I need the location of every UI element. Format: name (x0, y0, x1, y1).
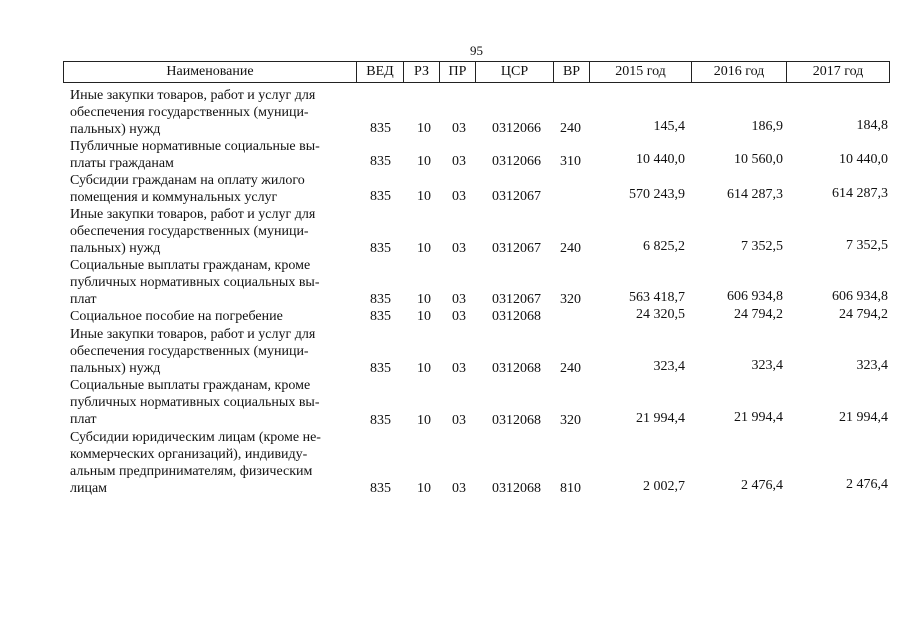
cell-pr: 03 (452, 361, 466, 376)
cell-2015: 563 418,7 (629, 290, 685, 305)
cell-vr: 320 (560, 413, 581, 428)
row-name-line: коммерческих организаций), индивиду- (70, 447, 308, 462)
cell-csr: 0312067 (492, 292, 541, 307)
row-name-line: плат (70, 412, 97, 427)
cell-rz: 10 (417, 189, 431, 204)
cell-rz: 10 (417, 481, 431, 496)
cell-2016: 186,9 (751, 119, 783, 134)
page-number: 95 (470, 43, 483, 58)
row-name (70, 206, 355, 257)
cell-2017: 606 934,8 (832, 289, 888, 304)
cell-ved: 835 (370, 292, 391, 307)
cell-ved: 835 (370, 413, 391, 428)
row-name-line: обеспечения государственных (муници- (70, 224, 309, 239)
cell-csr: 0312068 (492, 413, 541, 428)
row-name-line: Иные закупки товаров, работ и услуг для (70, 207, 316, 222)
header-vr: ВР (553, 62, 589, 82)
row-name-line: альным предпринимателям, физическим (70, 464, 313, 479)
cell-2016: 24 794,2 (734, 307, 783, 322)
cell-2016: 21 994,4 (734, 410, 783, 425)
row-name-line: лицам (70, 481, 108, 496)
cell-2017: 24 794,2 (839, 307, 888, 322)
row-name (70, 257, 355, 308)
cell-2016: 614 287,3 (727, 187, 783, 202)
header-2017: 2017 год (786, 62, 889, 82)
cell-ved: 835 (370, 241, 391, 256)
cell-rz: 10 (417, 413, 431, 428)
header-2016: 2016 год (691, 62, 786, 82)
row-name-line: Иные закупки товаров, работ и услуг для (70, 327, 316, 342)
row-name-line: Публичные нормативные социальные вы- (70, 139, 320, 154)
cell-vr: 810 (560, 481, 581, 496)
row-name-line: пальных) нужд (70, 241, 161, 256)
cell-2017: 10 440,0 (839, 152, 888, 167)
cell-ved: 835 (370, 189, 391, 204)
cell-csr: 0312066 (492, 121, 541, 136)
cell-pr: 03 (452, 121, 466, 136)
header-rz: РЗ (403, 62, 439, 82)
row-name (70, 308, 355, 325)
cell-2015: 570 243,9 (629, 187, 685, 202)
cell-vr: 310 (560, 154, 581, 169)
cell-pr: 03 (452, 241, 466, 256)
row-name-line: помещения и коммунальных услуг (70, 190, 278, 205)
cell-pr: 03 (452, 481, 466, 496)
cell-2016: 2 476,4 (741, 478, 783, 493)
cell-pr: 03 (452, 292, 466, 307)
row-name (70, 138, 355, 172)
row-name-line: Субсидии гражданам на оплату жилого (70, 173, 305, 188)
cell-pr: 03 (452, 189, 466, 204)
row-name-line: публичных нормативных социальных вы- (70, 395, 320, 410)
row-name-line: публичных нормативных социальных вы- (70, 275, 320, 290)
cell-2015: 21 994,4 (636, 411, 685, 426)
cell-ved: 835 (370, 481, 391, 496)
row-name-line: Субсидии юридическим лицам (кроме не- (70, 430, 321, 445)
row-name-line: Социальные выплаты гражданам, кроме (70, 378, 311, 393)
header-name: Наименование (166, 64, 254, 79)
cell-rz: 10 (417, 241, 431, 256)
cell-2017: 323,4 (856, 358, 888, 373)
header-pr: ПР (439, 62, 475, 82)
cell-pr: 03 (452, 154, 466, 169)
cell-rz: 10 (417, 292, 431, 307)
cell-ved: 835 (370, 154, 391, 169)
header-ved: ВЕД (356, 62, 403, 82)
cell-2015: 145,4 (653, 119, 685, 134)
row-name-line: Социальное пособие на погребение (70, 309, 283, 324)
cell-2015: 10 440,0 (636, 152, 685, 167)
row-name-line: Социальные выплаты гражданам, кроме (70, 258, 311, 273)
cell-csr: 0312067 (492, 241, 541, 256)
cell-2015: 323,4 (653, 359, 685, 374)
header-2015: 2015 год (589, 62, 691, 82)
cell-vr: 240 (560, 121, 581, 136)
cell-ved: 835 (370, 121, 391, 136)
row-name-line: обеспечения государственных (муници- (70, 344, 309, 359)
cell-csr: 0312067 (492, 189, 541, 204)
row-name (70, 172, 355, 206)
row-name (70, 326, 355, 377)
cell-2016: 7 352,5 (741, 239, 783, 254)
row-name-line: пальных) нужд (70, 361, 161, 376)
cell-2017: 184,8 (856, 118, 888, 133)
cell-2017: 21 994,4 (839, 410, 888, 425)
cell-2016: 10 560,0 (734, 152, 783, 167)
cell-2017: 2 476,4 (846, 477, 888, 492)
header-csr: ЦСР (475, 62, 553, 82)
cell-csr: 0312068 (492, 481, 541, 496)
row-name (70, 377, 355, 428)
row-name-line: платы гражданам (70, 156, 174, 171)
row-name-line: Иные закупки товаров, работ и услуг для (70, 88, 316, 103)
cell-2017: 7 352,5 (846, 238, 888, 253)
row-name-line: обеспечения государственных (муници- (70, 105, 309, 120)
cell-ved: 835 (370, 361, 391, 376)
cell-rz: 10 (417, 309, 431, 324)
cell-vr: 240 (560, 361, 581, 376)
cell-rz: 10 (417, 154, 431, 169)
row-name (70, 429, 355, 497)
row-name-line: пальных) нужд (70, 122, 161, 137)
cell-csr: 0312066 (492, 154, 541, 169)
cell-2015: 2 002,7 (643, 479, 685, 494)
cell-pr: 03 (452, 309, 466, 324)
cell-2015: 24 320,5 (636, 307, 685, 322)
cell-2016: 323,4 (751, 358, 783, 373)
cell-csr: 0312068 (492, 361, 541, 376)
cell-2015: 6 825,2 (643, 239, 685, 254)
row-name (70, 87, 355, 138)
cell-ved: 835 (370, 309, 391, 324)
cell-2016: 606 934,8 (727, 289, 783, 304)
cell-vr: 240 (560, 241, 581, 256)
cell-pr: 03 (452, 413, 466, 428)
cell-rz: 10 (417, 361, 431, 376)
cell-2017: 614 287,3 (832, 186, 888, 201)
cell-rz: 10 (417, 121, 431, 136)
row-name-line: плат (70, 292, 97, 307)
cell-csr: 0312068 (492, 309, 541, 324)
cell-vr: 320 (560, 292, 581, 307)
